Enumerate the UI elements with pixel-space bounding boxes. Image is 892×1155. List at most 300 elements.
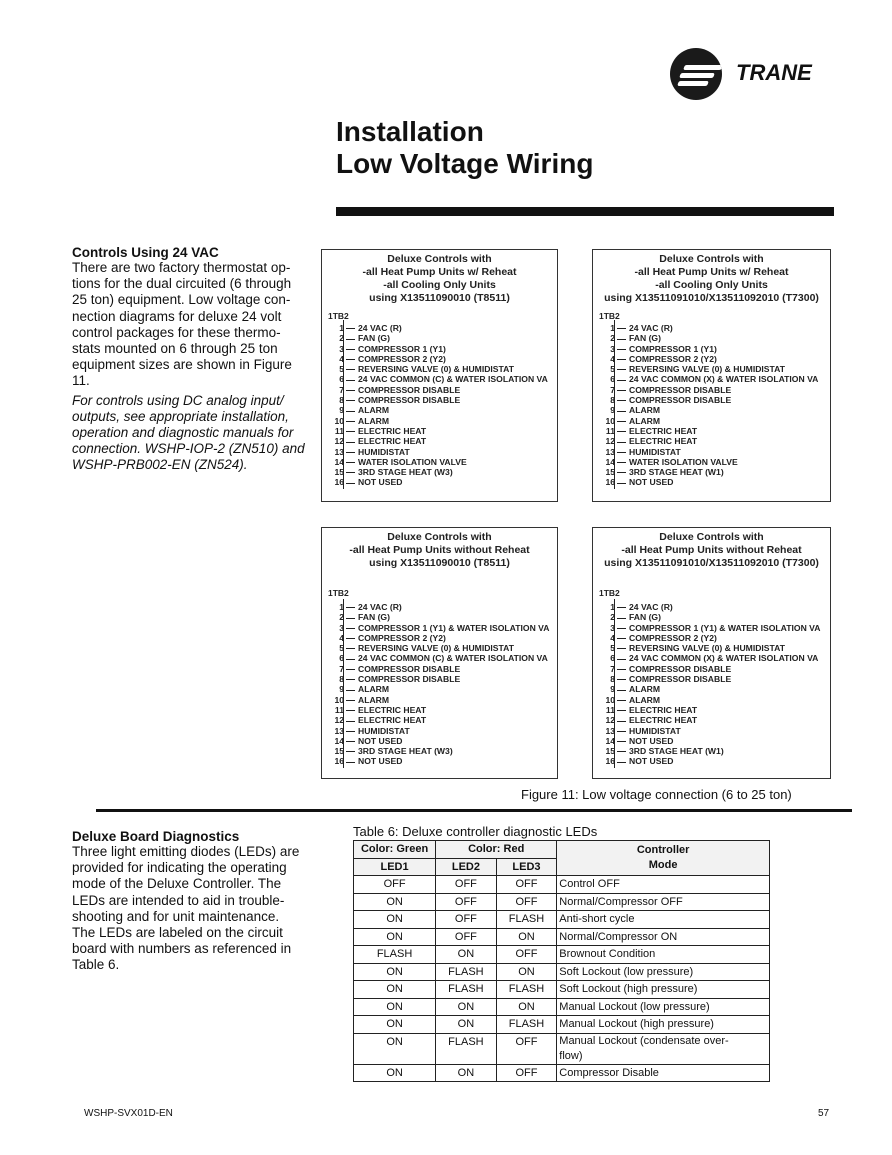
terminal-label: ELECTRIC HEAT xyxy=(629,704,698,715)
terminal-wire xyxy=(617,359,626,360)
terminal-row xyxy=(601,674,826,684)
terminal-row xyxy=(601,664,826,674)
terminal-row xyxy=(330,643,553,653)
diagram-title xyxy=(322,531,557,570)
terminal-row xyxy=(601,395,826,405)
terminal-wire xyxy=(346,607,355,608)
terminal-number: 16 xyxy=(334,477,344,488)
terminal-label: WATER ISOLATION VALVE xyxy=(358,456,467,467)
terminal-label: ELECTRIC HEAT xyxy=(629,715,698,726)
paragraph-line: 11. xyxy=(72,373,90,389)
controls-paragraph-1 xyxy=(72,260,312,390)
terminal-label: 24 VAC (R) xyxy=(629,323,673,333)
diagram-title-line: -all Heat Pump Units without Reheat xyxy=(621,544,802,556)
terminal-label: ALARM xyxy=(629,694,661,705)
terminal-wire xyxy=(617,442,626,443)
terminal-row xyxy=(330,344,553,354)
diagram-title-line: -all Heat Pump Units without Reheat xyxy=(349,544,530,556)
diagram-title-line: using X13511090010 (T8511) xyxy=(369,557,510,569)
terminal-wire xyxy=(617,369,626,370)
terminal-wire xyxy=(346,648,355,649)
terminal-wire xyxy=(617,472,626,473)
terminal-wire xyxy=(346,411,355,412)
table-row xyxy=(354,928,770,946)
terminal-row xyxy=(601,385,826,395)
terminal-number: 11 xyxy=(334,704,344,715)
terminal-number: 13 xyxy=(334,446,344,457)
terminal-label: 24 VAC (R) xyxy=(358,602,402,612)
terminal-wire xyxy=(617,741,626,742)
terminal-label: REVERSING VALVE (0) & HUMIDISTAT xyxy=(358,364,514,375)
cell-led2: FLASH xyxy=(436,963,497,981)
terminal-wire xyxy=(346,400,355,401)
terminal-number: 11 xyxy=(605,425,615,436)
terminal-label: COMPRESSOR 2 (Y2) xyxy=(358,632,446,643)
cell-led2: OFF xyxy=(436,893,497,911)
terminal-number: 1 xyxy=(610,323,615,333)
header-color-green: Color: Green xyxy=(354,841,436,859)
terminal-number: 8 xyxy=(339,395,344,406)
terminal-wire xyxy=(346,751,355,752)
terminal-label: 24 VAC (R) xyxy=(358,323,402,333)
terminal-block-outline xyxy=(343,320,347,489)
terminal-number: 10 xyxy=(334,694,344,705)
terminal-label: COMPRESSOR DISABLE xyxy=(629,674,732,685)
cell-led3: ON xyxy=(496,998,557,1016)
terminal-number: 10 xyxy=(605,415,615,426)
terminal-row xyxy=(330,467,553,477)
terminal-label: COMPRESSOR 2 (Y2) xyxy=(629,353,717,364)
diagram-title-line: Deluxe Controls with xyxy=(659,531,764,543)
terminal-row xyxy=(330,364,553,374)
terminal-number: 15 xyxy=(605,746,615,757)
terminal-wire xyxy=(617,483,626,484)
terminal-wire xyxy=(617,462,626,463)
terminal-label: HUMIDISTAT xyxy=(629,725,681,736)
terminal-row xyxy=(330,426,553,436)
terminal-row xyxy=(330,653,553,663)
paragraph-line: tions for the dual circuited (6 through xyxy=(72,276,292,292)
terminal-label: ELECTRIC HEAT xyxy=(358,704,427,715)
terminal-wire xyxy=(617,648,626,649)
diagram-title-line: using X13511091010/X13511092010 (T7300) xyxy=(604,292,819,304)
table-row xyxy=(354,998,770,1016)
header-led3: LED3 xyxy=(496,858,557,876)
cell-led1: ON xyxy=(354,981,436,999)
terminal-label: ALARM xyxy=(358,405,390,416)
table-row xyxy=(354,876,770,894)
terminal-number: 8 xyxy=(610,395,615,406)
terminal-label: FAN (G) xyxy=(629,333,661,344)
terminal-number: 13 xyxy=(334,725,344,736)
terminal-number: 6 xyxy=(610,374,615,385)
terminal-wire xyxy=(346,390,355,391)
terminal-label: ALARM xyxy=(629,415,661,426)
terminal-wire xyxy=(617,628,626,629)
diagram-title-line: -all Cooling Only Units xyxy=(655,279,768,291)
paragraph-line: operation and diagnostic manuals for xyxy=(72,425,294,441)
terminal-label: COMPRESSOR DISABLE xyxy=(358,395,461,406)
terminal-wire xyxy=(346,741,355,742)
terminal-number: 11 xyxy=(605,704,615,715)
cell-led2: FLASH xyxy=(436,1033,497,1064)
diagram-title xyxy=(322,253,557,305)
terminal-wire xyxy=(346,380,355,381)
terminal-block-label: 1TB2 xyxy=(599,311,620,321)
terminal-list xyxy=(330,602,553,767)
terminal-label: COMPRESSOR 2 (Y2) xyxy=(629,632,717,643)
paragraph-line: control packages for these thermo- xyxy=(72,324,281,340)
terminal-number: 7 xyxy=(339,384,344,395)
terminal-wire xyxy=(346,452,355,453)
paragraph-line: For controls using DC analog input/ xyxy=(72,392,284,408)
terminal-row xyxy=(601,602,826,612)
terminal-block-outline xyxy=(614,599,618,768)
cell-led2: OFF xyxy=(436,876,497,894)
terminal-label: NOT USED xyxy=(629,756,674,767)
terminal-wire xyxy=(346,690,355,691)
table-row xyxy=(354,893,770,911)
terminal-number: 12 xyxy=(334,715,344,726)
terminal-number: 2 xyxy=(610,333,615,344)
wiring-diagram-no-reheat-t8511 xyxy=(321,527,558,779)
terminal-number: 5 xyxy=(610,364,615,375)
paragraph-line: Three light emitting diodes (LEDs) are xyxy=(72,844,300,859)
terminal-wire xyxy=(617,421,626,422)
diagram-title-line: using X13511091010/X13511092010 (T7300) xyxy=(604,557,819,569)
paragraph-line: Table 6. xyxy=(72,957,120,973)
terminal-number: 4 xyxy=(610,353,615,364)
terminal-row xyxy=(601,467,826,477)
terminal-label: COMPRESSOR DISABLE xyxy=(629,395,732,406)
terminal-number: 2 xyxy=(610,612,615,623)
table-row xyxy=(354,963,770,981)
terminal-row xyxy=(330,323,553,333)
paragraph-line: mode of the Deluxe Controller. The xyxy=(72,876,282,892)
cell-led2: FLASH xyxy=(436,981,497,999)
terminal-row xyxy=(601,746,826,756)
terminal-label: NOT USED xyxy=(629,477,674,488)
terminal-label: 3RD STAGE HEAT (W3) xyxy=(358,746,453,757)
paragraph-line: nection diagrams for deluxe 24 volt xyxy=(72,308,282,324)
terminal-number: 7 xyxy=(339,663,344,674)
diagnostics-paragraph xyxy=(72,844,312,974)
terminal-wire xyxy=(346,431,355,432)
cell-mode: Normal/Compressor OFF xyxy=(557,893,770,911)
terminal-number: 15 xyxy=(334,467,344,478)
terminal-label: ALARM xyxy=(629,684,661,695)
header-mode-line: Controller xyxy=(636,844,690,856)
terminal-wire xyxy=(617,390,626,391)
terminal-number: 9 xyxy=(610,684,615,695)
terminal-row xyxy=(601,426,826,436)
terminal-label: ALARM xyxy=(358,684,390,695)
terminal-label: 24 VAC COMMON (C) & WATER ISOLATION VA xyxy=(358,374,548,385)
terminal-list xyxy=(330,323,553,488)
terminal-row xyxy=(330,416,553,426)
terminal-label: COMPRESSOR 2 (Y2) xyxy=(358,353,446,364)
terminal-number: 12 xyxy=(605,436,615,447)
terminal-label: 3RD STAGE HEAT (W3) xyxy=(358,467,453,478)
terminal-row xyxy=(601,633,826,643)
terminal-row xyxy=(601,684,826,694)
terminal-row xyxy=(330,602,553,612)
cell-mode: Anti-short cycle xyxy=(557,911,770,929)
terminal-wire xyxy=(346,618,355,619)
terminal-number: 8 xyxy=(610,674,615,685)
terminal-number: 8 xyxy=(339,674,344,685)
table-row xyxy=(354,911,770,929)
terminal-row xyxy=(330,623,553,633)
cell-led1: ON xyxy=(354,1033,436,1064)
terminal-block-label: 1TB2 xyxy=(599,588,620,598)
cell-led1: ON xyxy=(354,911,436,929)
terminal-row xyxy=(601,612,826,622)
terminal-number: 4 xyxy=(610,632,615,643)
cell-mode: Normal/Compressor ON xyxy=(557,928,770,946)
figure-caption: Figure 11: Low voltage connection (6 to 25 ton) xyxy=(521,787,792,802)
footer-doc-id: WSHP-SVX01D-EN xyxy=(84,1108,173,1119)
diagram-title xyxy=(593,531,830,570)
terminal-label: ELECTRIC HEAT xyxy=(358,436,427,447)
terminal-number: 9 xyxy=(339,405,344,416)
terminal-row xyxy=(330,633,553,643)
terminal-row xyxy=(601,447,826,457)
terminal-label: ELECTRIC HEAT xyxy=(358,715,427,726)
diagram-title xyxy=(593,253,830,305)
terminal-row xyxy=(330,715,553,725)
title-rule xyxy=(336,207,834,216)
cell-mode: Manual Lockout (high pressure) xyxy=(557,1016,770,1034)
terminal-wire xyxy=(346,483,355,484)
terminal-wire xyxy=(617,700,626,701)
terminal-wire xyxy=(346,762,355,763)
terminal-wire xyxy=(346,679,355,680)
paragraph-line: LEDs are intended to aid in trouble- xyxy=(72,892,285,908)
terminal-wire xyxy=(346,710,355,711)
diagram-title-line: Deluxe Controls with xyxy=(387,253,492,265)
terminal-label: COMPRESSOR 1 (Y1) & WATER ISOLATION VA xyxy=(629,622,821,633)
terminal-row xyxy=(601,643,826,653)
terminal-number: 13 xyxy=(605,446,615,457)
terminal-label: HUMIDISTAT xyxy=(358,725,410,736)
terminal-label: NOT USED xyxy=(629,735,674,746)
terminal-row xyxy=(330,477,553,487)
cell-led2: ON xyxy=(436,998,497,1016)
terminal-label: 24 VAC COMMON (X) & WATER ISOLATION VA xyxy=(629,374,819,385)
wiring-diagram-reheat-t8511 xyxy=(321,249,558,502)
terminal-wire xyxy=(346,359,355,360)
paragraph-line: shooting and for unit maintenance. xyxy=(72,908,280,924)
terminal-wire xyxy=(346,442,355,443)
terminal-label: COMPRESSOR DISABLE xyxy=(358,663,461,674)
cell-mode: Manual Lockout (condensate over- flow) xyxy=(557,1033,770,1064)
terminal-wire xyxy=(617,431,626,432)
terminal-number: 3 xyxy=(339,343,344,354)
terminal-number: 3 xyxy=(610,343,615,354)
terminal-number: 7 xyxy=(610,384,615,395)
terminal-number: 9 xyxy=(610,405,615,416)
table-caption: Table 6: Deluxe controller diagnostic LEDs xyxy=(353,824,598,839)
terminal-number: 15 xyxy=(334,746,344,757)
paragraph-line: WSHP-PRB002-EN (ZN524). xyxy=(72,457,248,473)
terminal-wire xyxy=(617,380,626,381)
header-led2: LED2 xyxy=(436,858,497,876)
table-row xyxy=(354,1016,770,1034)
cell-led3: ON xyxy=(496,928,557,946)
terminal-wire xyxy=(346,721,355,722)
terminal-row xyxy=(330,436,553,446)
terminal-label: COMPRESSOR 1 (Y1) & WATER ISOLATION VA xyxy=(358,622,550,633)
cell-led2: ON xyxy=(436,1016,497,1034)
terminal-label: ELECTRIC HEAT xyxy=(358,425,427,436)
terminal-row xyxy=(601,756,826,766)
section-rule xyxy=(96,809,852,812)
terminal-number: 5 xyxy=(339,643,344,654)
terminal-row xyxy=(330,457,553,467)
terminal-label: REVERSING VALVE (0) & HUMIDISTAT xyxy=(629,364,785,375)
terminal-wire xyxy=(617,452,626,453)
terminal-label: COMPRESSOR DISABLE xyxy=(358,674,461,685)
cell-led3: OFF xyxy=(496,876,557,894)
led-diagnostics-table xyxy=(353,840,770,1082)
terminal-wire xyxy=(617,669,626,670)
terminal-row xyxy=(601,715,826,725)
cell-mode: Compressor Disable xyxy=(557,1064,770,1082)
cell-mode: Manual Lockout (low pressure) xyxy=(557,998,770,1016)
terminal-number: 4 xyxy=(339,632,344,643)
terminal-wire xyxy=(346,369,355,370)
terminal-wire xyxy=(346,349,355,350)
terminal-wire xyxy=(346,462,355,463)
terminal-row xyxy=(601,736,826,746)
terminal-label: 3RD STAGE HEAT (W1) xyxy=(629,746,724,757)
terminal-number: 6 xyxy=(610,653,615,664)
terminal-wire xyxy=(346,669,355,670)
terminal-label: NOT USED xyxy=(358,735,403,746)
cell-led3: OFF xyxy=(496,893,557,911)
paragraph-line: equipment sizes are shown in Figure xyxy=(72,357,292,373)
terminal-row xyxy=(330,333,553,343)
terminal-wire xyxy=(346,339,355,340)
terminal-row xyxy=(601,457,826,467)
terminal-number: 2 xyxy=(339,612,344,623)
terminal-number: 2 xyxy=(339,333,344,344)
terminal-wire xyxy=(617,690,626,691)
terminal-row xyxy=(330,385,553,395)
wiring-diagram-reheat-t7300 xyxy=(592,249,831,502)
terminal-wire xyxy=(617,679,626,680)
diagnostics-heading: Deluxe Board Diagnostics xyxy=(72,829,240,844)
terminal-label: WATER ISOLATION VALVE xyxy=(629,456,738,467)
terminal-wire xyxy=(346,659,355,660)
terminal-number: 14 xyxy=(334,456,344,467)
paragraph-line: outputs, see appropriate installation, xyxy=(72,408,289,424)
terminal-label: 3RD STAGE HEAT (W1) xyxy=(629,467,724,478)
terminal-row xyxy=(330,684,553,694)
terminal-row xyxy=(330,746,553,756)
header-mode-line: Mode xyxy=(648,859,678,871)
terminal-row xyxy=(601,653,826,663)
diagram-title-line: -all Cooling Only Units xyxy=(383,279,496,291)
terminal-wire xyxy=(617,400,626,401)
terminal-row xyxy=(601,323,826,333)
terminal-row xyxy=(330,405,553,415)
terminal-wire xyxy=(346,731,355,732)
terminal-number: 7 xyxy=(610,663,615,674)
title-line-1: Installation xyxy=(336,116,484,147)
diagram-title-line: using X13511090010 (T8511) xyxy=(369,292,510,304)
terminal-wire xyxy=(617,618,626,619)
terminal-wire xyxy=(617,339,626,340)
terminal-number: 10 xyxy=(605,694,615,705)
terminal-label: ELECTRIC HEAT xyxy=(629,436,698,447)
cell-led1: ON xyxy=(354,1016,436,1034)
terminal-label: COMPRESSOR 1 (Y1) xyxy=(358,343,446,354)
diagram-title-line: Deluxe Controls with xyxy=(659,253,764,265)
terminal-row xyxy=(330,664,553,674)
cell-led1: OFF xyxy=(354,876,436,894)
paragraph-line: provided for indicating the operating xyxy=(72,860,287,876)
terminal-number: 6 xyxy=(339,653,344,664)
terminal-wire xyxy=(617,659,626,660)
cell-led2: OFF xyxy=(436,928,497,946)
terminal-number: 12 xyxy=(605,715,615,726)
terminal-row xyxy=(601,333,826,343)
terminal-number: 14 xyxy=(334,735,344,746)
terminal-label: COMPRESSOR DISABLE xyxy=(629,384,732,395)
cell-led3: FLASH xyxy=(496,981,557,999)
terminal-row xyxy=(330,447,553,457)
cell-led1: ON xyxy=(354,1064,436,1082)
terminal-block-label: 1TB2 xyxy=(328,311,349,321)
terminal-label: FAN (G) xyxy=(358,333,390,344)
terminal-row xyxy=(601,436,826,446)
terminal-block-outline xyxy=(343,599,347,768)
cell-led1: ON xyxy=(354,963,436,981)
terminal-label: ALARM xyxy=(358,415,390,426)
cell-led3: FLASH xyxy=(496,911,557,929)
terminal-label: FAN (G) xyxy=(629,612,661,623)
cell-led3: OFF xyxy=(496,1064,557,1082)
terminal-number: 4 xyxy=(339,353,344,364)
terminal-row xyxy=(330,736,553,746)
trane-logo-text: TRANE xyxy=(736,60,812,85)
terminal-row xyxy=(601,695,826,705)
terminal-row xyxy=(330,695,553,705)
cell-mode: Soft Lockout (high pressure) xyxy=(557,981,770,999)
cell-led2: ON xyxy=(436,1064,497,1082)
diagram-title-line: -all Heat Pump Units w/ Reheat xyxy=(634,266,789,278)
terminal-number: 13 xyxy=(605,725,615,736)
diagram-title-line: -all Heat Pump Units w/ Reheat xyxy=(362,266,517,278)
terminal-row xyxy=(330,612,553,622)
cell-led3: FLASH xyxy=(496,1016,557,1034)
terminal-row xyxy=(601,364,826,374)
terminal-number: 11 xyxy=(334,425,344,436)
terminal-number: 3 xyxy=(610,622,615,633)
cell-mode: Control OFF xyxy=(557,876,770,894)
terminal-row xyxy=(601,416,826,426)
terminal-wire xyxy=(617,721,626,722)
terminal-label: HUMIDISTAT xyxy=(358,446,410,457)
terminal-label: FAN (G) xyxy=(358,612,390,623)
terminal-number: 16 xyxy=(605,756,615,767)
terminal-number: 14 xyxy=(605,456,615,467)
cell-led3: ON xyxy=(496,963,557,981)
terminal-number: 6 xyxy=(339,374,344,385)
cell-led2: OFF xyxy=(436,911,497,929)
